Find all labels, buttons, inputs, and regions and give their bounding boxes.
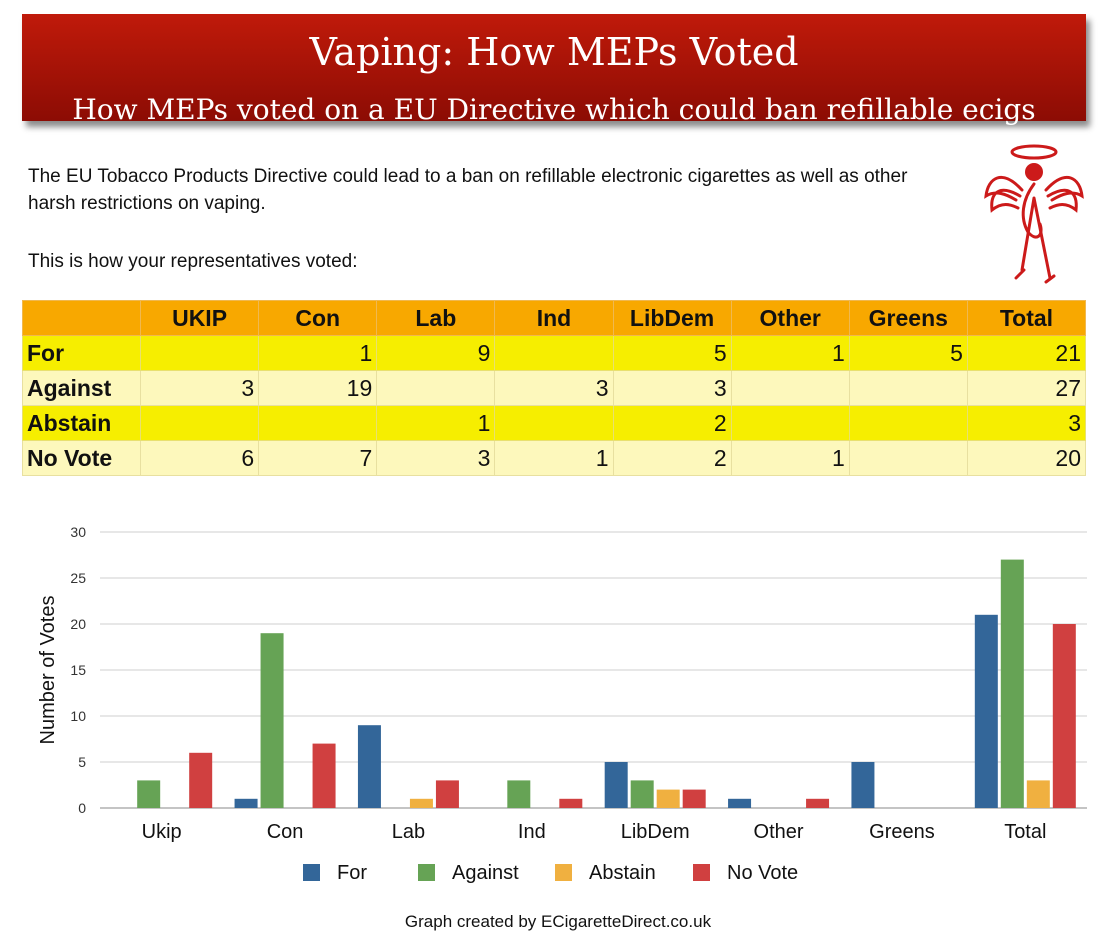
table-cell (849, 371, 967, 406)
table-cell: 21 (967, 336, 1085, 371)
intro-lead: This is how your representatives voted: (28, 251, 358, 272)
legend-swatch (303, 864, 320, 881)
bar-for (728, 799, 751, 808)
row-label: Abstain (23, 406, 141, 441)
table-cell (377, 371, 495, 406)
page-subtitle: How MEPs voted on a EU Directive which could ban refillable ecigs (72, 93, 1036, 126)
table-cell: 1 (731, 441, 849, 476)
table-header-cell: UKIP (141, 301, 259, 336)
table-cell: 5 (613, 336, 731, 371)
table-header-cell: Total (967, 301, 1085, 336)
table-cell: 1 (259, 336, 377, 371)
table-cell (849, 406, 967, 441)
table-cell: 6 (141, 441, 259, 476)
table-cell: 19 (259, 371, 377, 406)
table-row (23, 406, 1086, 441)
table-row (23, 371, 1086, 406)
bar-for (235, 799, 258, 808)
table-cell (141, 406, 259, 441)
table-cell: 3 (967, 406, 1085, 441)
y-tick-label: 25 (70, 570, 86, 586)
bar-for (358, 725, 381, 808)
legend-label: For (337, 862, 367, 884)
table-header-row (23, 301, 1086, 336)
bar-for (975, 615, 998, 808)
bar-abstain (410, 799, 433, 808)
page-title: Vaping: How MEPs Voted (309, 30, 799, 74)
table-row (23, 336, 1086, 371)
y-tick-label: 0 (78, 800, 86, 816)
table-cell: 3 (613, 371, 731, 406)
table-cell: 9 (377, 336, 495, 371)
title-banner (22, 14, 1086, 126)
table-header-cell: Con (259, 301, 377, 336)
x-tick-label: Other (753, 821, 804, 843)
bar-no-vote (436, 780, 459, 808)
bar-against (631, 780, 654, 808)
table-cell (849, 441, 967, 476)
table-cell: 3 (141, 371, 259, 406)
bar-no-vote (1053, 624, 1076, 808)
table-header-cell: Lab (377, 301, 495, 336)
row-label: Against (23, 371, 141, 406)
y-tick-label: 10 (70, 708, 86, 724)
y-axis-label: Number of Votes (37, 595, 59, 745)
table-cell (495, 406, 613, 441)
x-tick-label: Ind (517, 821, 546, 843)
votes-bar-chart (0, 510, 1116, 905)
table-header-cell: LibDem (613, 301, 731, 336)
legend-swatch (418, 864, 435, 881)
table-cell (495, 336, 613, 371)
table-row (23, 441, 1086, 476)
bar-abstain (657, 790, 680, 808)
bar-for (851, 762, 874, 808)
x-tick-label: Ukip (141, 821, 182, 843)
table-header-cell: Other (731, 301, 849, 336)
x-tick-label: LibDem (620, 821, 690, 843)
bar-against (1001, 560, 1024, 808)
table-cell (731, 406, 849, 441)
legend-label: Against (452, 862, 519, 884)
table-cell: 5 (849, 336, 967, 371)
legend-label: No Vote (727, 862, 799, 884)
y-tick-label: 20 (70, 616, 86, 632)
table-cell: 1 (731, 336, 849, 371)
bar-abstain (1027, 780, 1050, 808)
row-label: For (23, 336, 141, 371)
angel-logo-icon (982, 138, 1086, 286)
bar-no-vote (683, 790, 706, 808)
table-cell: 27 (967, 371, 1085, 406)
x-tick-label: Total (1004, 821, 1047, 843)
y-tick-label: 30 (70, 524, 86, 540)
table-cell: 2 (613, 441, 731, 476)
table-cell (141, 336, 259, 371)
votes-table (22, 300, 1086, 476)
table-cell: 20 (967, 441, 1085, 476)
bar-no-vote (559, 799, 582, 808)
x-tick-label: Lab (391, 821, 426, 843)
bar-for (605, 762, 628, 808)
row-label: No Vote (23, 441, 141, 476)
y-tick-label: 15 (70, 662, 86, 678)
table-cell: 7 (259, 441, 377, 476)
bar-no-vote (189, 753, 212, 808)
table-header-cell: Ind (495, 301, 613, 336)
bar-no-vote (806, 799, 829, 808)
y-tick-label: 5 (78, 754, 86, 770)
table-cell: 2 (613, 406, 731, 441)
table-cell: 3 (377, 441, 495, 476)
table-cell: 3 (495, 371, 613, 406)
table-cell: 1 (377, 406, 495, 441)
bar-against (137, 780, 160, 808)
table-header-cell (23, 301, 141, 336)
credit-text: Graph created by ECigaretteDirect.co.uk (404, 912, 712, 931)
legend-swatch (555, 864, 572, 881)
bar-no-vote (313, 744, 336, 808)
bar-against (261, 633, 284, 808)
intro-paragraph: The EU Tobacco Products Directive could lead to a ban on refillable electronic cigarettes as well as other harsh restrictions on vaping. (28, 166, 908, 214)
table-header-cell: Greens (849, 301, 967, 336)
x-tick-label: Con (266, 821, 304, 843)
bar-against (507, 780, 530, 808)
table-cell: 1 (495, 441, 613, 476)
legend-swatch (693, 864, 710, 881)
table-cell (731, 371, 849, 406)
x-tick-label: Greens (869, 821, 935, 843)
legend-label: Abstain (589, 862, 656, 884)
table-cell (259, 406, 377, 441)
